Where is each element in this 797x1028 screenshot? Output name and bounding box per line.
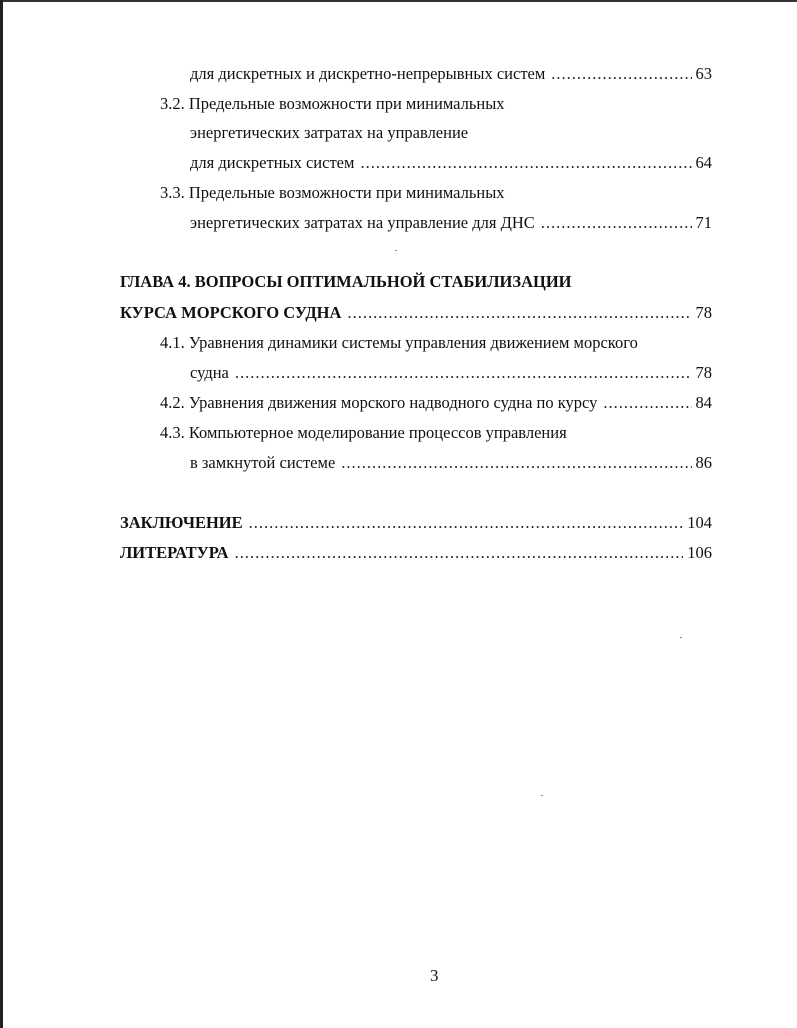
toc-entry-title: для дискретных и дискретно-непрерывных систем [190, 64, 546, 83]
toc-page-number: 104 [687, 513, 712, 532]
toc-entry-3-3[interactable] [190, 213, 712, 233]
toc-page-number: 63 [695, 64, 712, 83]
toc-leader-dots [347, 303, 691, 323]
toc-leader-dots [360, 153, 691, 173]
toc-leader-dots [249, 513, 684, 533]
toc-entry-title: в замкнутой системе [190, 453, 336, 472]
toc-entry-literature[interactable] [120, 543, 712, 563]
toc-entry-3-2[interactable] [190, 153, 712, 173]
toc-entry-4-1-title[interactable]: 4.1. Уравнения динамики системы управления движением морского [160, 333, 638, 352]
scan-speck [541, 795, 543, 796]
toc-leader-dots [541, 213, 692, 233]
toc-entry-3-3-title[interactable]: 3.3. Предельные возможности при минимальных [160, 183, 505, 202]
toc-chapter-4-title[interactable]: ГЛАВА 4. ВОПРОСЫ ОПТИМАЛЬНОЙ СТАБИЛИЗАЦИИ [120, 272, 572, 291]
toc-entry-title: 4.2. Уравнения движения морского надводного судна по курсу [160, 393, 598, 412]
toc-leader-dots [603, 393, 691, 413]
toc-entry-cont-63[interactable] [190, 64, 712, 84]
toc-page-number: 78 [695, 303, 712, 322]
toc-entry-title: судна [190, 363, 229, 382]
toc-chapter-4[interactable] [120, 303, 712, 323]
toc-entry-title: ЗАКЛЮЧЕНИЕ [120, 513, 243, 532]
scan-edge-left [0, 0, 3, 1028]
toc-entry-conclusion[interactable] [120, 513, 712, 533]
toc-entry-4-3-title[interactable]: 4.3. Компьютерное моделирование процессов управления [160, 423, 567, 442]
toc-entry-3-2-title[interactable]: 3.2. Предельные возможности при минимальных [160, 94, 505, 113]
toc-page-number: 84 [695, 393, 712, 412]
toc-entry-title: КУРСА МОРСКОГО СУДНА [120, 303, 342, 322]
toc-entry-title: энергетических затратах на управление для ДНС [190, 213, 535, 232]
toc-entry-title: ЛИТЕРАТУРА [120, 543, 229, 562]
toc-entry-title: для дискретных систем [190, 153, 355, 172]
toc-entry-4-2[interactable] [160, 393, 712, 413]
toc-page-number: 86 [695, 453, 712, 472]
toc-page-number: 78 [695, 363, 712, 382]
scan-edge-top [0, 0, 797, 4]
toc-entry-4-3[interactable] [190, 453, 712, 473]
toc-leader-dots [235, 363, 692, 383]
toc-leader-dots [235, 543, 684, 563]
toc-page-number: 106 [687, 543, 712, 562]
scan-speck [395, 250, 397, 251]
toc-entry-4-1[interactable] [190, 363, 712, 383]
toc-page-number: 71 [695, 213, 712, 232]
scan-speck [680, 637, 682, 638]
toc-leader-dots [341, 453, 691, 473]
page-number: 3 [430, 966, 439, 985]
toc-page-number: 64 [695, 153, 712, 172]
toc-entry-3-2-line2: энергетических затратах на управление [190, 123, 469, 142]
toc-leader-dots [551, 64, 691, 84]
